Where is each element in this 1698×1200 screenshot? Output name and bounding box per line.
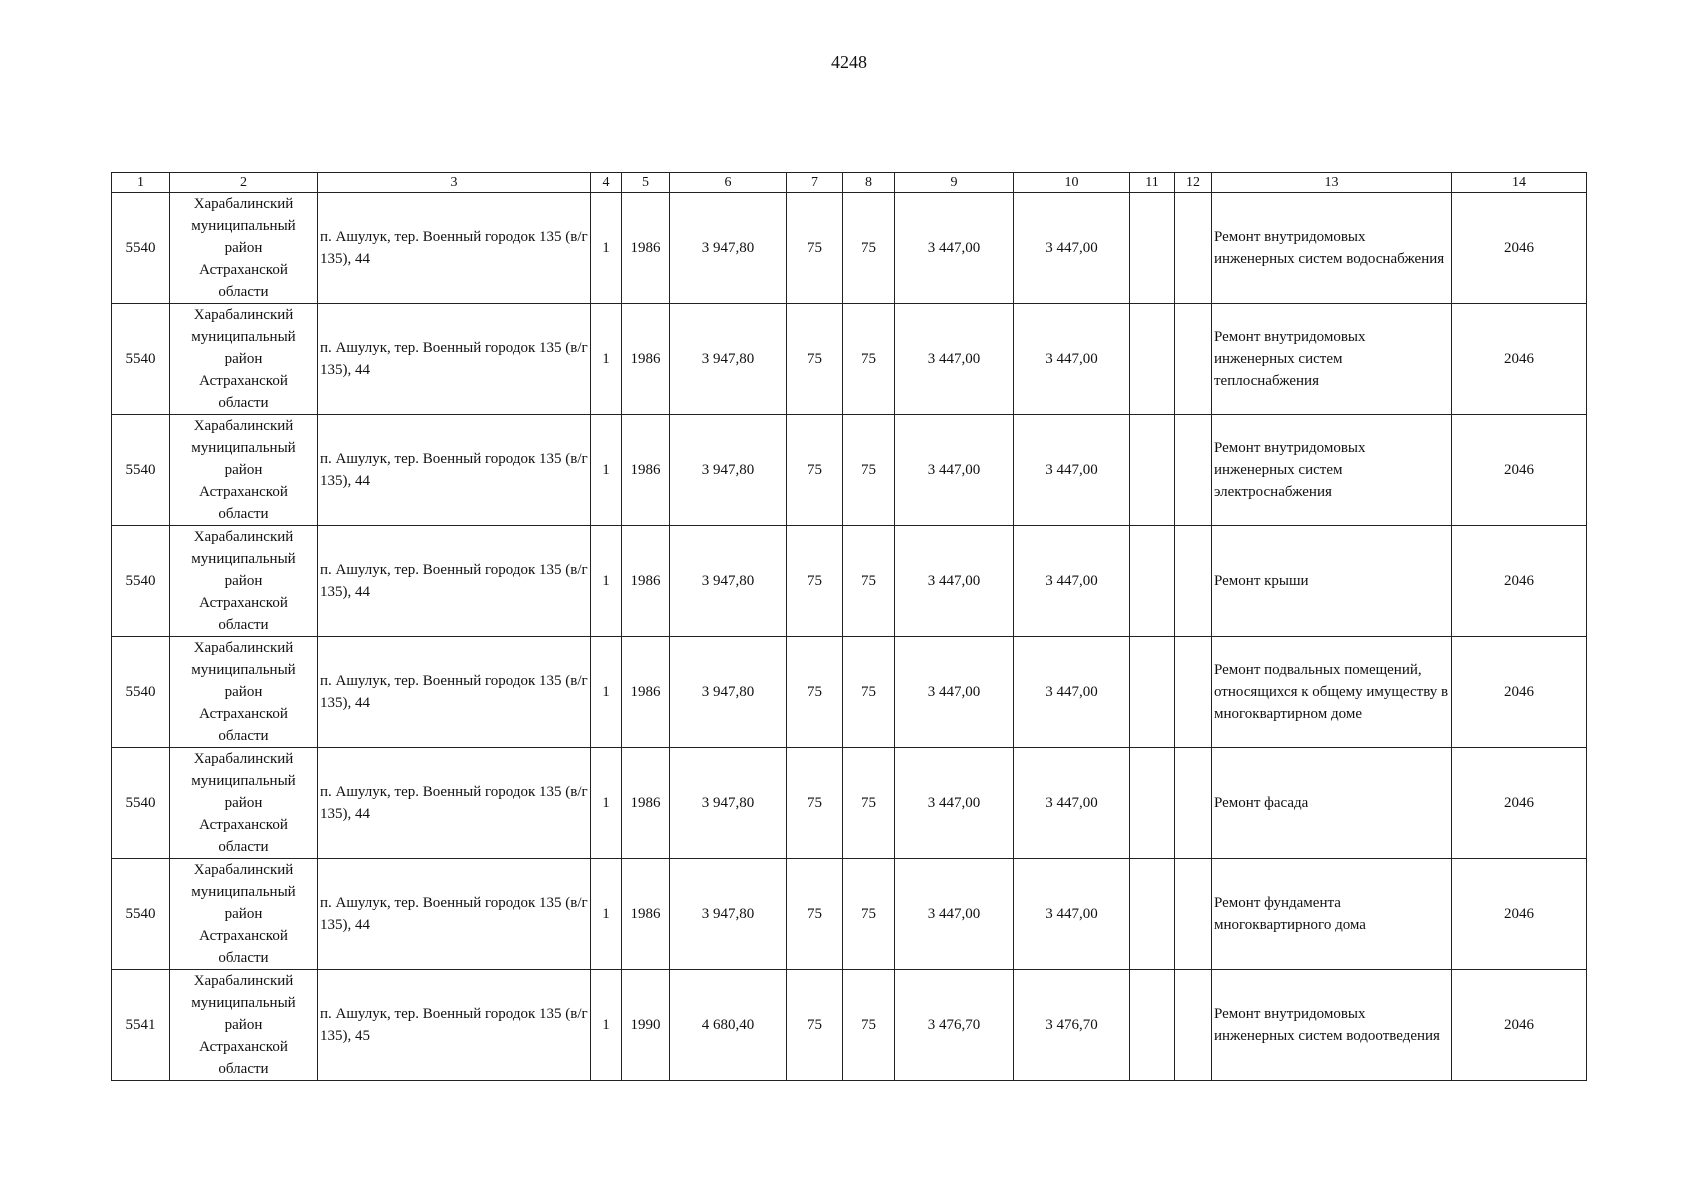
col9-cell: 3 447,00 — [895, 526, 1014, 637]
table-row — [112, 526, 1587, 637]
header-row — [112, 173, 1587, 193]
col10-cell: 3 447,00 — [1014, 859, 1130, 970]
plan-year-cell: 2046 — [1452, 193, 1587, 304]
municipality-line: области — [218, 1061, 269, 1077]
year-cell: 1986 — [622, 304, 670, 415]
col12-cell — [1175, 415, 1212, 526]
area-cell: 3 947,80 — [670, 748, 787, 859]
municipality-line: район — [224, 240, 263, 256]
column-header: 3 — [318, 173, 591, 193]
column-header: 4 — [591, 173, 622, 193]
col8-cell: 75 — [843, 193, 895, 304]
municipality-cell — [170, 970, 318, 1081]
municipality-line: области — [218, 617, 269, 633]
table-row — [112, 748, 1587, 859]
work-type-cell: Ремонт внутридомовых инженерных систем водоснабжения — [1212, 193, 1452, 304]
municipality-cell — [170, 859, 318, 970]
column-header: 7 — [787, 173, 843, 193]
municipality-line: Харабалинский — [193, 640, 294, 656]
col4-cell: 1 — [591, 970, 622, 1081]
municipality-cell — [170, 415, 318, 526]
area-cell: 3 947,80 — [670, 193, 787, 304]
col11-cell — [1130, 526, 1175, 637]
year-cell: 1986 — [622, 193, 670, 304]
col7-cell: 75 — [787, 637, 843, 748]
year-cell: 1986 — [622, 415, 670, 526]
col11-cell — [1130, 859, 1175, 970]
municipality-line: Астраханской — [199, 373, 288, 389]
col4-cell: 1 — [591, 415, 622, 526]
col10-cell: 3 447,00 — [1014, 304, 1130, 415]
municipality-line: Астраханской — [199, 1039, 288, 1055]
col4-cell: 1 — [591, 304, 622, 415]
col7-cell: 75 — [787, 859, 843, 970]
table-row — [112, 415, 1587, 526]
table-row — [112, 193, 1587, 304]
municipality-line: Харабалинский — [193, 973, 294, 989]
col7-cell: 75 — [787, 304, 843, 415]
work-type-cell: Ремонт фундамента многоквартирного дома — [1212, 859, 1452, 970]
col7-cell: 75 — [787, 526, 843, 637]
column-header: 8 — [843, 173, 895, 193]
col9-cell: 3 447,00 — [895, 637, 1014, 748]
work-type-cell: Ремонт внутридомовых инженерных систем теплоснабжения — [1212, 304, 1452, 415]
year-cell: 1986 — [622, 526, 670, 637]
municipality-line: муниципальный — [191, 662, 296, 678]
municipality-line: Астраханской — [199, 595, 288, 611]
area-cell: 3 947,80 — [670, 526, 787, 637]
municipality-cell — [170, 304, 318, 415]
municipality-line: Астраханской — [199, 706, 288, 722]
area-cell: 3 947,80 — [670, 859, 787, 970]
col4-cell: 1 — [591, 859, 622, 970]
year-cell: 1986 — [622, 859, 670, 970]
column-header: 1 — [112, 173, 170, 193]
municipality-line: район — [224, 1017, 263, 1033]
municipality-line: муниципальный — [191, 773, 296, 789]
table-row — [112, 859, 1587, 970]
col9-cell: 3 447,00 — [895, 304, 1014, 415]
municipality-line: муниципальный — [191, 551, 296, 567]
municipality-cell — [170, 748, 318, 859]
col7-cell: 75 — [787, 748, 843, 859]
municipality-line: район — [224, 684, 263, 700]
col12-cell — [1175, 304, 1212, 415]
work-type-cell: Ремонт фасада — [1212, 748, 1452, 859]
work-type-cell: Ремонт подвальных помещений, относящихся к общему имуществу в многоквартирном доме — [1212, 637, 1452, 748]
plan-year-cell: 2046 — [1452, 748, 1587, 859]
municipality-line: район — [224, 351, 263, 367]
table-body — [112, 193, 1587, 1081]
municipality-line: области — [218, 506, 269, 522]
col9-cell: 3 447,00 — [895, 193, 1014, 304]
address-cell: п. Ашулук, тер. Военный городок 135 (в/г 135), 44 — [318, 637, 591, 748]
municipality-line: области — [218, 728, 269, 744]
col4-cell: 1 — [591, 193, 622, 304]
col8-cell: 75 — [843, 304, 895, 415]
col12-cell — [1175, 748, 1212, 859]
plan-year-cell: 2046 — [1452, 304, 1587, 415]
col9-cell: 3 447,00 — [895, 415, 1014, 526]
municipality-cell — [170, 526, 318, 637]
plan-year-cell: 2046 — [1452, 637, 1587, 748]
col10-cell: 3 447,00 — [1014, 748, 1130, 859]
address-cell: п. Ашулук, тер. Военный городок 135 (в/г 135), 44 — [318, 415, 591, 526]
col12-cell — [1175, 637, 1212, 748]
col7-cell: 75 — [787, 193, 843, 304]
municipality-line: области — [218, 395, 269, 411]
area-cell: 3 947,80 — [670, 415, 787, 526]
col12-cell — [1175, 970, 1212, 1081]
municipality-line: Астраханской — [199, 928, 288, 944]
municipality-line: Харабалинский — [193, 307, 294, 323]
col8-cell: 75 — [843, 748, 895, 859]
work-type-cell: Ремонт крыши — [1212, 526, 1452, 637]
plan-year-cell: 2046 — [1452, 859, 1587, 970]
row-id-cell: 5540 — [112, 415, 170, 526]
municipality-line: муниципальный — [191, 440, 296, 456]
col11-cell — [1130, 970, 1175, 1081]
municipality-line: Харабалинский — [193, 751, 294, 767]
address-cell: п. Ашулук, тер. Военный городок 135 (в/г 135), 44 — [318, 748, 591, 859]
year-cell: 1986 — [622, 637, 670, 748]
col10-cell: 3 447,00 — [1014, 415, 1130, 526]
municipality-line: Харабалинский — [193, 862, 294, 878]
work-type-cell: Ремонт внутридомовых инженерных систем электроснабжения — [1212, 415, 1452, 526]
column-header: 5 — [622, 173, 670, 193]
area-cell: 3 947,80 — [670, 637, 787, 748]
plan-year-cell: 2046 — [1452, 415, 1587, 526]
address-cell: п. Ашулук, тер. Военный городок 135 (в/г 135), 45 — [318, 970, 591, 1081]
area-cell: 4 680,40 — [670, 970, 787, 1081]
municipality-line: Астраханской — [199, 817, 288, 833]
col4-cell: 1 — [591, 748, 622, 859]
municipality-line: Харабалинский — [193, 196, 294, 212]
municipality-line: муниципальный — [191, 218, 296, 234]
row-id-cell: 5540 — [112, 637, 170, 748]
column-header: 14 — [1452, 173, 1587, 193]
table-row — [112, 637, 1587, 748]
col8-cell: 75 — [843, 526, 895, 637]
address-cell: п. Ашулук, тер. Военный городок 135 (в/г 135), 44 — [318, 304, 591, 415]
col8-cell: 75 — [843, 970, 895, 1081]
municipality-line: Харабалинский — [193, 418, 294, 434]
municipality-cell — [170, 637, 318, 748]
work-type-cell: Ремонт внутридомовых инженерных систем водоотведения — [1212, 970, 1452, 1081]
row-id-cell: 5540 — [112, 193, 170, 304]
address-cell: п. Ашулук, тер. Военный городок 135 (в/г 135), 44 — [318, 859, 591, 970]
address-cell: п. Ашулук, тер. Военный городок 135 (в/г 135), 44 — [318, 526, 591, 637]
col8-cell: 75 — [843, 415, 895, 526]
column-header: 6 — [670, 173, 787, 193]
column-header: 9 — [895, 173, 1014, 193]
col7-cell: 75 — [787, 970, 843, 1081]
col11-cell — [1130, 304, 1175, 415]
row-id-cell: 5540 — [112, 526, 170, 637]
municipality-line: Астраханской — [199, 262, 288, 278]
col9-cell: 3 476,70 — [895, 970, 1014, 1081]
col12-cell — [1175, 859, 1212, 970]
municipality-line: район — [224, 573, 263, 589]
row-id-cell: 5540 — [112, 304, 170, 415]
municipality-line: муниципальный — [191, 329, 296, 345]
col9-cell: 3 447,00 — [895, 748, 1014, 859]
plan-year-cell: 2046 — [1452, 526, 1587, 637]
col11-cell — [1130, 193, 1175, 304]
municipality-line: район — [224, 795, 263, 811]
row-id-cell: 5540 — [112, 859, 170, 970]
table-row — [112, 304, 1587, 415]
page-number: 4248 — [831, 52, 867, 72]
column-header: 13 — [1212, 173, 1452, 193]
col12-cell — [1175, 526, 1212, 637]
col10-cell: 3 476,70 — [1014, 970, 1130, 1081]
municipality-line: муниципальный — [191, 884, 296, 900]
year-cell: 1986 — [622, 748, 670, 859]
municipality-cell — [170, 193, 318, 304]
col11-cell — [1130, 415, 1175, 526]
municipality-line: Харабалинский — [193, 529, 294, 545]
column-header: 2 — [170, 173, 318, 193]
col4-cell: 1 — [591, 637, 622, 748]
row-id-cell: 5541 — [112, 970, 170, 1081]
col12-cell — [1175, 193, 1212, 304]
plan-year-cell: 2046 — [1452, 970, 1587, 1081]
col10-cell: 3 447,00 — [1014, 637, 1130, 748]
column-header: 11 — [1130, 173, 1175, 193]
column-header: 10 — [1014, 173, 1130, 193]
col4-cell: 1 — [591, 526, 622, 637]
address-cell: п. Ашулук, тер. Военный городок 135 (в/г 135), 44 — [318, 193, 591, 304]
col10-cell: 3 447,00 — [1014, 526, 1130, 637]
municipality-line: области — [218, 284, 269, 300]
column-header: 12 — [1175, 173, 1212, 193]
year-cell: 1990 — [622, 970, 670, 1081]
municipality-line: район — [224, 462, 263, 478]
municipality-line: области — [218, 839, 269, 855]
municipality-line: области — [218, 950, 269, 966]
register-table — [111, 172, 1587, 1081]
municipality-line: муниципальный — [191, 995, 296, 1011]
col8-cell: 75 — [843, 637, 895, 748]
area-cell: 3 947,80 — [670, 304, 787, 415]
row-id-cell: 5540 — [112, 748, 170, 859]
col10-cell: 3 447,00 — [1014, 193, 1130, 304]
col11-cell — [1130, 748, 1175, 859]
municipality-line: район — [224, 906, 263, 922]
table-row — [112, 970, 1587, 1081]
col11-cell — [1130, 637, 1175, 748]
municipality-line: Астраханской — [199, 484, 288, 500]
col9-cell: 3 447,00 — [895, 859, 1014, 970]
col7-cell: 75 — [787, 415, 843, 526]
col8-cell: 75 — [843, 859, 895, 970]
